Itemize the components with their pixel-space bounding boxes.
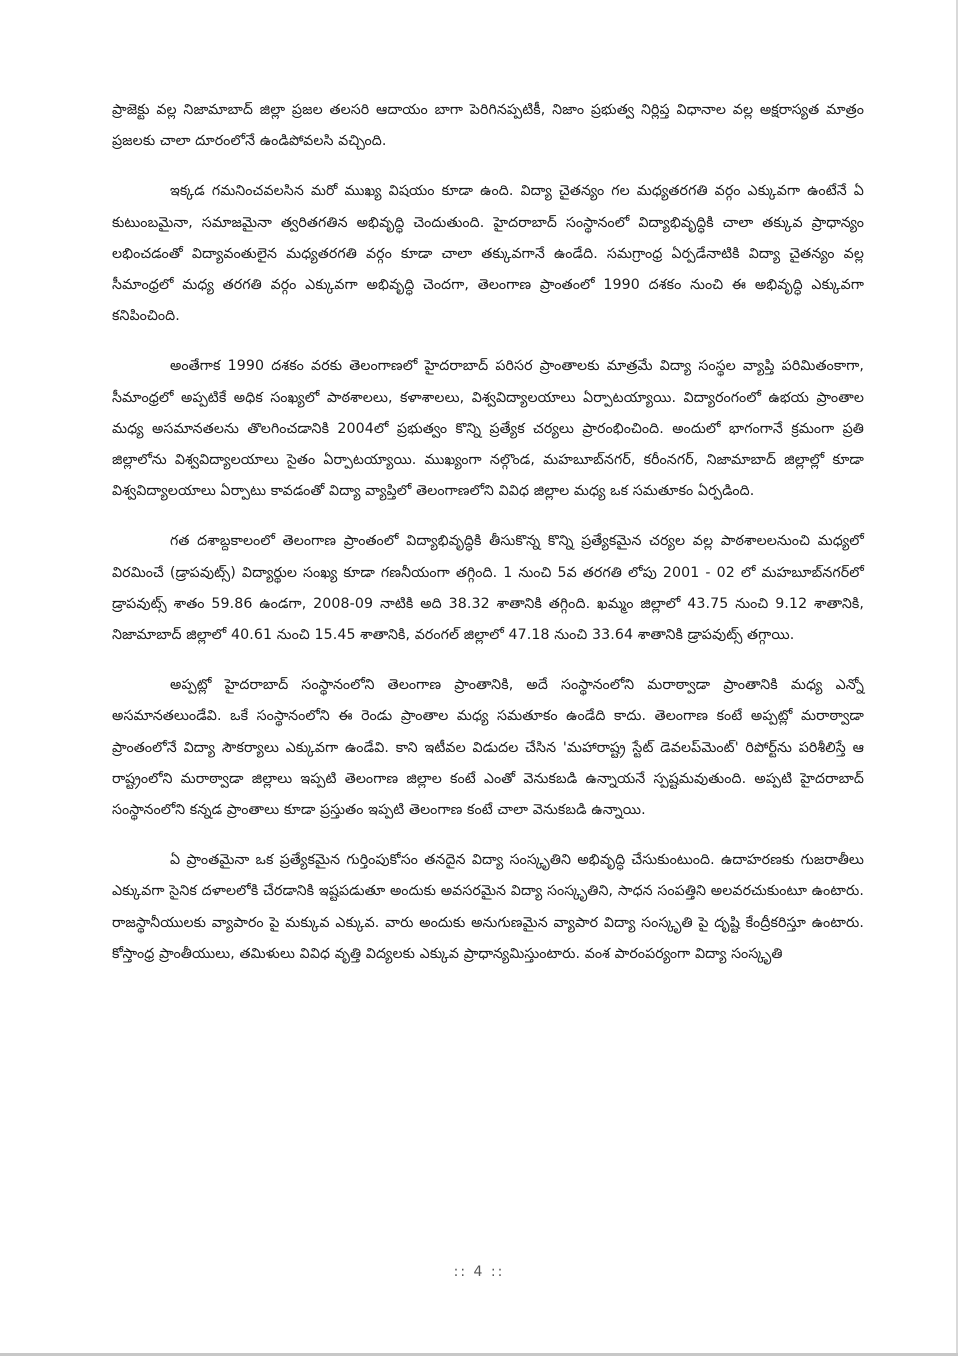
paragraph-1: ప్రాజెక్టు వల్ల నిజామాబాద్ జిల్లా ప్రజల తలసరి ఆదాయం బాగా పెరిగినప్పటికీ, నిజాం ప్రభుత్వ నిర్లిప్త విధానాల వల్ల అక్షరాస్యత మాత్రం ప్రజలకు చాలా దూరంలోనే ఉండిపోవలసి వచ్చింది. xyxy=(112,102,864,150)
paragraph-2: ఇక్కడ గమనించవలసిన మరో ముఖ్య విషయం కూడా ఉంది. విద్యా చైతన్యం గల మధ్యతరగతి వర్గం ఎక్కువగా ఉంటేనే ఏ కుటుంబమైనా, సమాజమైనా త్వరితగతిన అభివృద్ధి చెందుతుంది. హైదరాబాద్ సంస్థానంలో విద్యాభివృద్ధికి చాలా తక్కువ ప్రాధాన్యం లభించడంతో విద్యావంతులైన మధ్యతరగతి వర్గం కూడా చాలా తక్కువగానే ఉండేది. సమగ్రాంధ్ర ఏర్పడేనాటికి విద్యా చైతన్యం వల్ల సీమాంధ్రలో మధ్య తరగతి వర్గం ఎక్కువగా అభివృద్ధి చెందగా, తెలంగాణ ప్రాంతంలో 1990 దశకం నుంచి ఈ అభివృద్ధి ఎక్కువగా కనిపించింది. xyxy=(112,183,864,325)
paragraph-5: అప్పట్లో హైదరాబాద్ సంస్థానంలోని తెలంగాణ ప్రాంతానికి, అదే సంస్థానంలోని మరాఠ్వాడా ప్రాంతానికి మధ్య ఎన్నో అసమానతలుండేవి. ఒకే సంస్థానంలోని ఈ రెండు ప్రాంతాల మధ్య సమతూకం ఉండేది కాదు. తెలంగాణ కంటే అప్పట్లో మరాఠ్వాడా ప్రాంతంలోనే విద్యా సౌకర్యాలు ఎక్కువగా ఉండేవి. కాని ఇటీవల విడుదల చేసిన 'మహారాష్ట్ర స్టేట్ డెవలప్‌మెంట్' రిపోర్ట్‌ను పరిశీలిస్తే ఆ రాష్ట్రంలోని మరాఠ్వాడా జిల్లాలు ఇప్పటి తెలంగాణ జిల్లాల కంటే ఎంతో వెనుకబడి ఉన్నాయనే స్పష్టమవుతుంది. అప్పటి హైదరాబాద్ సంస్థానంలోని కన్నడ ప్రాంతాలు కూడా ప్రస్తుతం ఇప్పటి తెలంగాణ కంటే చాలా వెనుకబడి ఉన్నాయి. xyxy=(112,677,864,819)
paragraph-3: అంతేగాక 1990 దశకం వరకు తెలంగాణలో హైదరాబాద్ పరిసర ప్రాంతాలకు మాత్రమే విద్యా సంస్థల వ్యాప్తి పరిమితంకాగా, సీమాంధ్రలో అప్పటికే అధిక సంఖ్యలో పాఠశాలలు, కళాశాలలు, విశ్వవిద్యాలయాలు ఏర్పాటయ్యాయి. విద్యారంగంలో ఉభయ ప్రాంతాల మధ్య అసమానతలను తొలగించడానికి 2004లో ప్రభుత్వం కొన్ని ప్రత్యేక చర్యలు ప్రారంభించింది. అందులో భాగంగానే క్రమంగా ప్రతి జిల్లాలోను విశ్వవిద్యాలయాలు సైతం ఏర్పాటయ్యాయి. ముఖ్యంగా నల్గొండ, మహబూబ్‌నగర్, కరీంనగర్, నిజామాబాద్ జిల్లాల్లో కూడా విశ్వవిద్యాలయాలు ఏర్పాటు కావడంతో విద్యా వ్యాప్తిలో తెలంగాణలోని వివిధ జిల్లాల మధ్య ఒక సమతూకం ఏర్పడింది. xyxy=(112,358,864,500)
paragraph-4: గత దశాబ్దకాలంలో తెలంగాణ ప్రాంతంలో విద్యాభివృద్ధికి తీసుకొన్న కొన్ని ప్రత్యేకమైన చర్యల వల్ల పాఠశాలలనుంచి మధ్యలో విరమించే (డ్రాపవుట్స్) విద్యార్థుల సంఖ్య కూడా గణనీయంగా తగ్గింది. 1 నుంచి 5వ తరగతి లోపు 2001 - 02 లో మహబూబ్‌నగర్‌లో డ్రాపవుట్స్ శాతం 59.86 ఉండగా, 2008-09 నాటికి అది 38.32 శాతానికి తగ్గింది. ఖమ్మం జిల్లాలో 43.75 నుంచి 9.12 శాతానికి, నిజామాబాద్ జిల్లాలో 40.61 నుంచి 15.45 శాతానికి, వరంగల్ జిల్లాలో 47.18 నుంచి 33.64 శాతానికి డ్రాపవుట్స్ తగ్గాయి. xyxy=(112,533,864,644)
page-number: :: 4 :: xyxy=(453,1264,505,1280)
page-body xyxy=(112,95,864,989)
paragraph-6: ఏ ప్రాంతమైనా ఒక ప్రత్యేకమైన గుర్తింపుకోసం తనదైన విద్యా సంస్కృతిని అభివృద్ధి చేసుకుంటుంది. ఉదాహరణకు గుజరాతీలు ఎక్కువగా సైనిక దళాలలోకి చేరడానికి ఇష్టపడుతూ అందుకు అవసరమైన విద్యా సంస్కృతిని, సాధన సంపత్తిని అలవరచుకుంటూ ఉంటారు. రాజస్థానీయులకు వ్యాపారం పై మక్కువ ఎక్కువ. వారు అందుకు అనుగుణమైన వ్యాపార విద్యా సంస్కృతి పై దృష్టి కేంద్రీకరిస్తూ ఉంటారు. కోస్తాంధ్ర ప్రాంతీయులు, తమిళులు వివిధ వృత్తి విద్యలకు ఎక్కువ ప్రాధాన్యమిస్తుంటారు. వంశ పారంపర్యంగా విద్యా సంస్కృతి xyxy=(112,852,864,962)
